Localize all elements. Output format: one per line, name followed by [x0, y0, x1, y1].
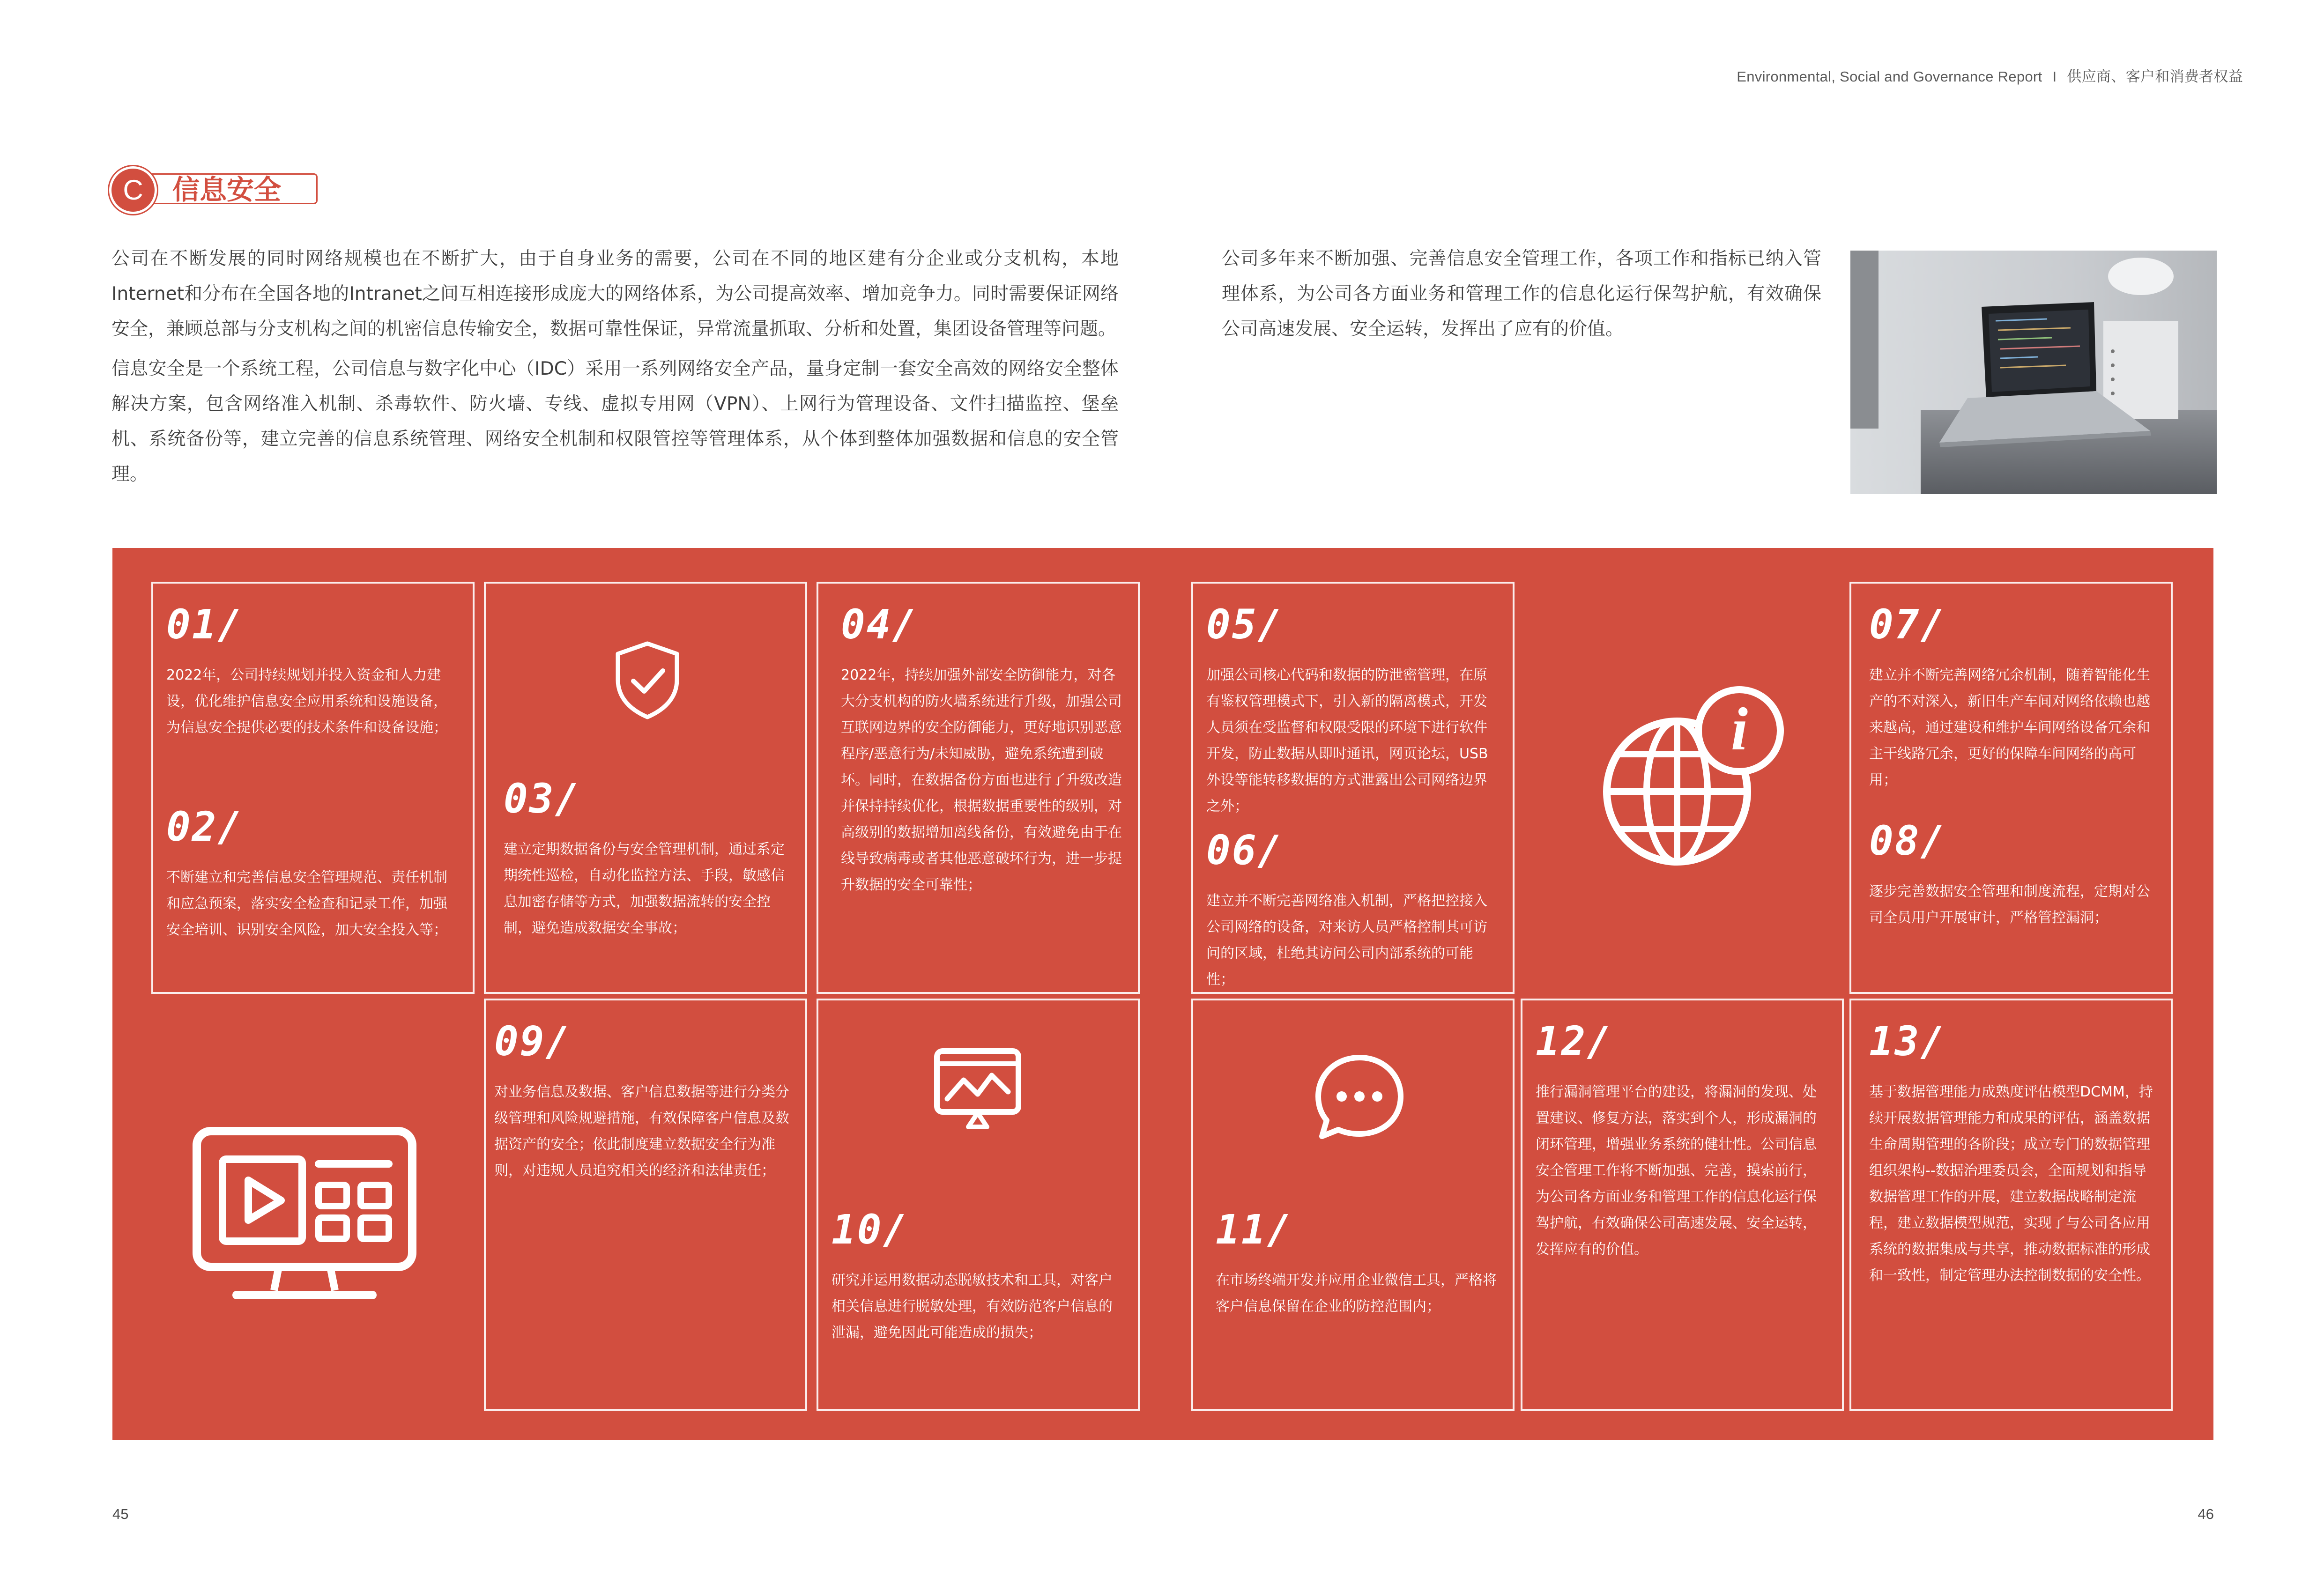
card-11 [1191, 999, 1515, 1411]
item-number: 12/ [1536, 1018, 1613, 1065]
intro-paragraph-3: 公司多年来不断加强、完善信息安全管理工作，各项工作和指标已纳入管理体系，为公司各方面业务和管理工作的信息化运行保驾护航，有效确保公司高速发展、安全运转，发挥出了应有的价值。 [1222, 248, 1821, 340]
item-number: 04/ [841, 601, 918, 648]
item-number: 13/ [1869, 1018, 1946, 1065]
card-12 [1521, 999, 1844, 1411]
intro-right [1222, 241, 1821, 351]
item-text: 建立定期数据备份与安全管理机制，通过系定期统性巡检，自动化监控方法、手段，敏感信息加密存储等方式，加强数据流转的安全控制，避免造成数据安全事故； [504, 841, 785, 936]
item-number: 09/ [494, 1018, 572, 1065]
running-header [1737, 65, 2243, 86]
shield-check-icon [612, 640, 683, 722]
item-text: 在市场终端开发并应用企业微信工具，严格将客户信息保留在企业的防控范围内； [1216, 1272, 1497, 1315]
card-05-06 [1191, 582, 1515, 994]
report-name: Environmental, Social and Governance Report [1737, 68, 2042, 85]
info-glyph: i [1730, 696, 1748, 763]
item-number: 03/ [504, 776, 581, 822]
section-name: 供应商、客户和消费者权益 [2067, 68, 2243, 85]
card-13 [1849, 999, 2173, 1411]
intro-paragraph-1: 公司在不断发展的同时网络规模也在不断扩大，由于自身业务的需要，公司在不同的地区建有分企业或分支机构，本地Internet和分布在全国各地的Intranet之间互相连接形成庞大的网络体系，为公司提高效率、增加竞争力。同时需要保证网络安全，兼顾总部与分支机构之间的机密信息传输安全，数据可靠性保证，异常流量抓取、分析和处置，集团设备管理等问题。 [111, 248, 1119, 340]
intro-paragraph-2: 信息安全是一个系统工程，公司信息与数字化中心（IDC）采用一系列网络安全产品，量身定制一套安全高效的网络安全整体解决方案，包含网络准入机制、杀毒软件、防火墙、专线、虚拟专用网（VPN）、上网行为管理设备、文件扫描监控、堡垒机、系统备份等，建立完善的信息系统管理、网络安全机制和权限管控等管理体系，从个体到整体加强数据和信息的安全管理。 [111, 358, 1119, 485]
header-separator: I [2052, 68, 2057, 85]
item-number: 10/ [832, 1207, 909, 1253]
card-09 [484, 999, 807, 1411]
item-number: 08/ [1869, 818, 1946, 865]
card-04 [817, 582, 1140, 994]
item-number: 05/ [1206, 601, 1284, 648]
monitor-media-icon [192, 1126, 417, 1307]
item-text: 2022年，公司持续规划并投入资金和人力建设，优化维护信息安全应用系统和设施设备，为信息安全提供必要的技术条件和设备设施； [166, 667, 447, 736]
page-number-left: 45 [112, 1506, 129, 1522]
item-text: 加强公司核心代码和数据的防泄密管理，在原有鉴权管理模式下，引入新的隔离模式，开发人员须在受监督和权限受限的环境下进行软件开发，防止数据从即时通讯，网页论坛，USB外设等能转移数据的方式泄露出公司网络边界之外； [1206, 667, 1488, 814]
card-03 [484, 582, 807, 994]
item-text: 2022年，持续加强外部安全防御能力，对各大分支机构的防火墙系统进行升级，加强公司互联网边界的安全防御能力，更好地识别恶意程序/恶意行为/未知威胁，避免系统遭到破坏。同时，在数据备份方面也进行了升级改造并保持持续优化，根据数据重要性的级别，对高级别的数据增加离线备份，有效避免由于在线导致病毒或者其他恶意破坏行为，进一步提升数据的安全可靠性； [841, 667, 1122, 893]
measures-panel [112, 548, 2213, 1440]
item-text: 基于数据管理能力成熟度评估模型DCMM，持续开展数据管理能力和成果的评估，涵盖数据生命周期管理的各阶段；成立专门的数据管理组织架构--数据治理委员会，全面规划和指导数据管理工作的开展，建立数据战略制定流程，建立数据模型规范，实现了与公司各应用系统的数据集成与共享，推动数据标准的形成和一致性，制定管理办法控制数据的安全性。 [1869, 1084, 2153, 1284]
item-text: 推行漏洞管理平台的建设，将漏洞的发现、处置建议、修复方法，落实到个人，形成漏洞的闭环管理，增强业务系统的健壮性。公司信息安全管理工作将不断加强、完善，摸索前行，为公司各方面业务和管理工作的信息化运行保驾护航，有效确保公司高速发展、安全运转，发挥应有的价值。 [1536, 1084, 1817, 1258]
card-01-02 [151, 582, 475, 994]
item-text: 对业务信息及数据、客户信息数据等进行分类分级管理和风险规避措施，有效保障客户信息及数据资产的安全；依此制度建立数据安全行为准则，对违规人员追究相关的经济和法律责任； [494, 1084, 789, 1179]
section-letter-badge: C [111, 169, 155, 212]
item-text: 研究并运用数据动态脱敏技术和工具，对客户相关信息进行脱敏处理，有效防范客户信息的泄漏，避免因此可能造成的损失； [832, 1272, 1113, 1341]
item-number: 11/ [1216, 1207, 1293, 1253]
item-text: 逐步完善数据安全管理和制度流程，定期对公司全员用户开展审计，严格管控漏洞； [1869, 883, 2150, 926]
page-number-right: 46 [2198, 1506, 2214, 1522]
item-number: 07/ [1869, 601, 1946, 648]
laptop-photo [1850, 251, 2217, 494]
intro-left [111, 241, 1119, 496]
page-title: 信息安全 [172, 174, 282, 206]
item-number: 01/ [166, 601, 244, 648]
item-text: 建立并不断完善网络准入机制，严格把控接入公司网络的设备，对来访人员严格控制其可访问的区域，杜绝其访问公司内部系统的可能性； [1206, 893, 1487, 988]
section-title [111, 169, 318, 212]
analytics-screen-icon [933, 1047, 1022, 1134]
item-number: 02/ [166, 804, 244, 851]
globe-info-icon [1590, 684, 1787, 871]
card-10 [817, 999, 1140, 1411]
item-text: 不断建立和完善信息安全管理规范、责任机制和应急预案，落实安全检查和记录工作，加强安全培训、识别安全风险，加大安全投入等； [166, 869, 447, 938]
chat-bubble-icon [1313, 1052, 1406, 1141]
item-text: 建立并不断完善网络冗余机制，随着智能化生产的不对深入，新旧生产车间对网络依赖也越来越高，通过建设和维护车间网络设备冗余和主干线路冗余，更好的保障车间网络的高可用； [1869, 667, 2150, 788]
card-07-08 [1849, 582, 2173, 994]
item-number: 06/ [1206, 827, 1284, 874]
